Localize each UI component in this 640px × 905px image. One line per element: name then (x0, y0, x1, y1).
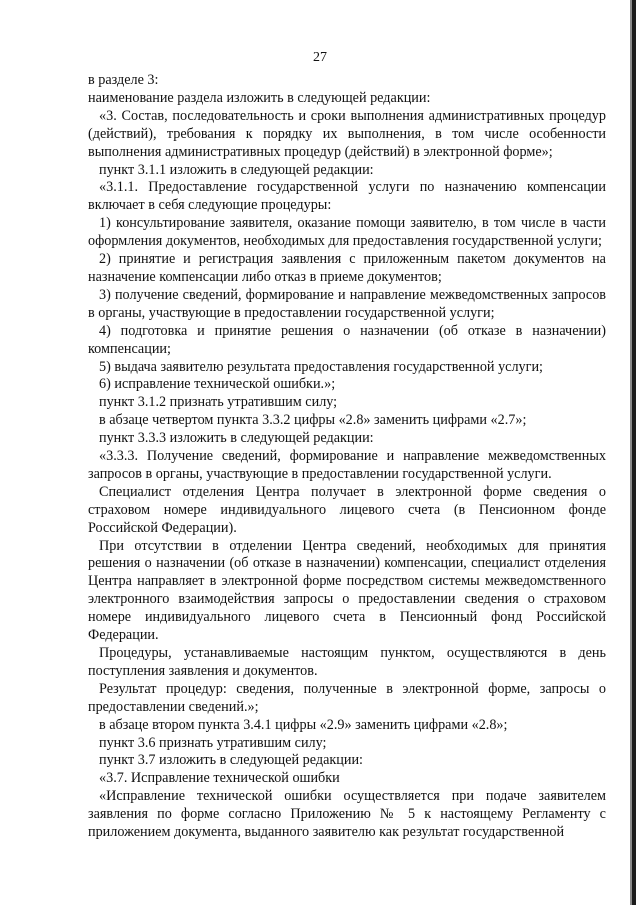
paragraph: пункт 3.7 изложить в следующей редакции: (99, 752, 363, 769)
paragraph: пункт 3.1.2 признать утратившим силу; (99, 394, 338, 411)
paragraph: в абзаце четвертом пункта 3.3.2 цифры «2.8» заменить цифрами «2.7»; (99, 412, 527, 429)
document-body (88, 72, 606, 842)
paragraph: в абзаце втором пункта 3.4.1 цифры «2.9» заменить цифрами «2.8»; (99, 716, 508, 733)
paragraph: наименование раздела изложить в следующей редакции: (88, 89, 431, 106)
paragraph: 1) консультирование заявителя, оказание помощи заявителю, в том числе в части оформления документов, необходимых для предоставления государственной услуги; (88, 215, 606, 250)
paragraph: При отсутствии в отделении Центра сведений, необходимых для принятия решения о назначении (об отказе в назначении) компенсации, специалист отделения Центра направляет в электронной форме посредством системы межведомственного электронного взаимодействия запросы о предоставлении сведения о страховом номере индивидуального лицевого счета в Пенсионный фонд Российской Федерации. (88, 537, 606, 644)
paragraph: Специалист отделения Центра получает в электронной форме сведения о страховом номере индивидуального лицевого счета (в Пенсионном фонде Российской Федерации). (88, 483, 606, 536)
paragraph: 2) принятие и регистрация заявления с приложенным пакетом документов на назначение компенсации либо отказ в приеме документов; (88, 251, 606, 285)
paragraph: пункт 3.1.1 изложить в следующей редакции: (99, 161, 374, 178)
paragraph: «3. Состав, последовательность и сроки выполнения административных процедур (действий), требования к порядку их выполнения, в том числе особенности выполнения административных процедур (действий) в электронной форме»; (88, 107, 606, 160)
paragraph: пункт 3.3.3 изложить в следующей редакции: (99, 430, 374, 447)
scan-edge-line (632, 0, 636, 905)
paragraph: 6) исправление технической ошибки.»; (99, 376, 336, 393)
paragraph: Результат процедур: сведения, полученные в электронной форме, запросы о предоставлении сведений.»; (88, 680, 606, 715)
paragraph: «3.3.3. Получение сведений, формирование и направление межведомственных запросов в органы, участвующие в предоставлении государственной услуги. (88, 448, 606, 482)
paragraph: в разделе 3: (88, 72, 159, 88)
paragraph: «3.1.1. Предоставление государственной услуги по назначению компенсации включает в себя следующие процедуры: (88, 179, 606, 214)
page-number: 27 (313, 50, 327, 65)
paragraph: 4) подготовка и принятие решения о назначении (об отказе в назначении) компенсации; (88, 322, 606, 357)
paragraph: Процедуры, устанавливаемые настоящим пунктом, осуществляются в день поступления заявления и документов. (88, 645, 606, 679)
paragraph: пункт 3.6 признать утратившим силу; (99, 734, 327, 751)
paragraph: «3.7. Исправление технической ошибки (99, 770, 340, 787)
paragraph: 3) получение сведений, формирование и направление межведомственных запросов в органы, участвующие в предоставлении государственной услуги; (88, 286, 606, 321)
paragraph: 5) выдача заявителю результата предоставления государственной услуги; (99, 358, 543, 375)
paragraph: «Исправление технической ошибки осуществляется при подаче заявителем заявления по форме согласно Приложению № 5 к настоящему Регламенту с приложением документа, выданного заявителю как результат государственной (88, 788, 606, 841)
